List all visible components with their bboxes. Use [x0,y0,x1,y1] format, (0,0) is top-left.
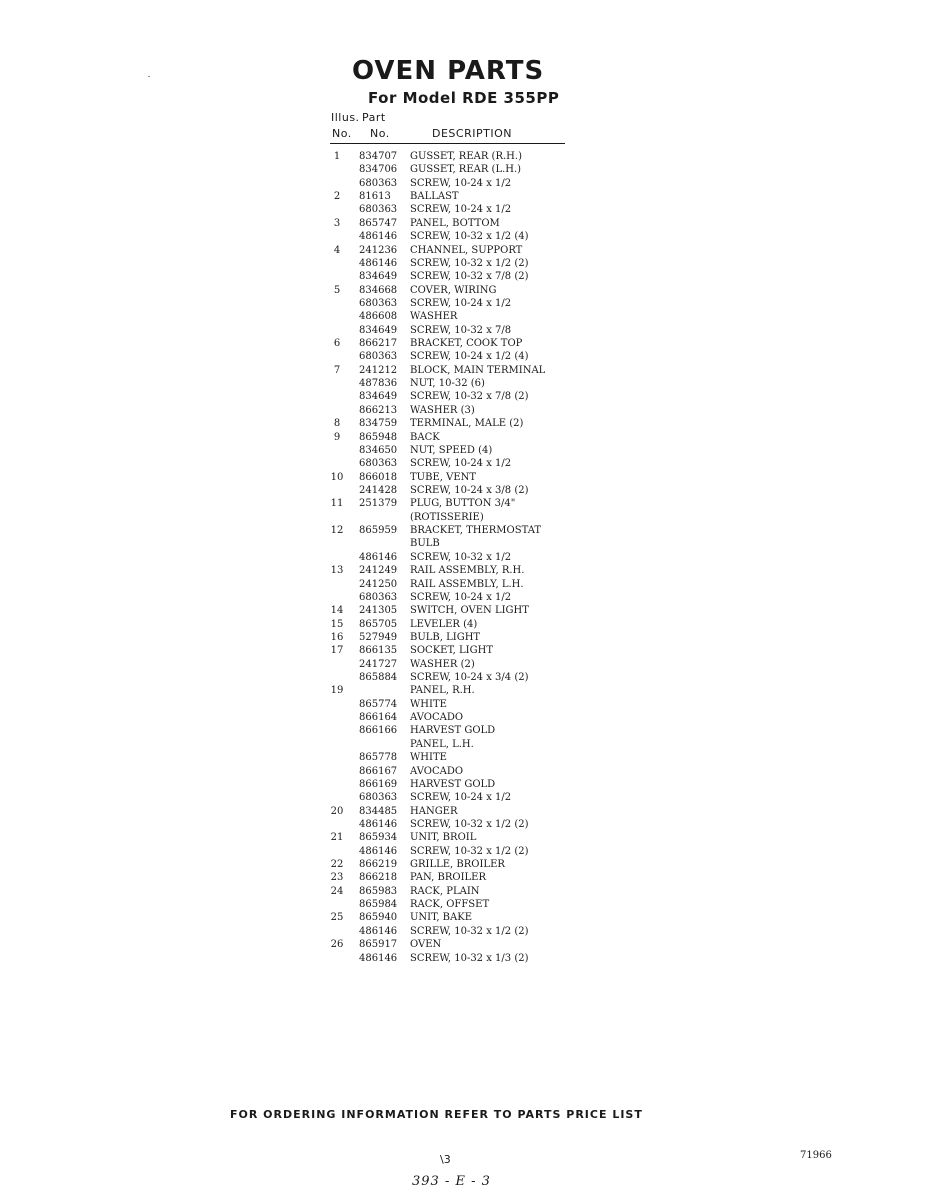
part-number: 834707 [359,151,398,162]
table-row [326,831,586,844]
illus-number: 2 [333,191,341,203]
part-description: SCREW, 10-32 x 7/8 (2) [410,271,529,283]
illus-number: 21 [330,832,344,844]
table-row [326,751,586,764]
scan-speck [148,76,150,77]
table-row [326,885,586,898]
table-row [326,858,586,871]
illus-number: 7 [333,364,341,376]
part-description: AVOCADO [410,765,464,777]
part-description: UNIT, BAKE [410,912,473,924]
illus-number: 17 [330,645,344,657]
part-number: 834706 [359,164,398,176]
part-number: 866018 [359,471,398,483]
table-row [326,845,586,858]
document-number: 71966 [800,1150,832,1161]
header-illus-no: No. [332,127,352,140]
part-number: 241236 [359,244,398,256]
handwritten-code: 393 - E - 3 [412,1174,491,1189]
part-number: 241250 [359,578,398,590]
table-row [326,938,586,951]
table-row [326,551,586,564]
table-row [326,444,586,457]
illus-number: 19 [330,685,344,697]
table-row [326,631,586,644]
table-row [326,230,586,243]
part-number: 866169 [359,778,398,790]
part-number: 680363 [359,792,398,804]
illus-number: 4 [333,244,341,256]
part-number: 834485 [359,805,398,817]
part-description: SWITCH, OVEN LIGHT [410,605,529,617]
table-row [326,431,586,444]
part-number: 527949 [359,631,398,643]
part-number: 486146 [359,925,398,937]
table-row [326,952,586,965]
part-number: 680363 [359,351,398,363]
illus-number: 12 [330,525,344,537]
part-description: BULB [410,538,440,550]
part-description: RAIL ASSEMBLY, L.H. [410,578,524,590]
table-row [326,297,586,310]
table-row [326,364,586,377]
part-description: RACK, PLAIN [410,885,480,897]
table-row [326,564,586,577]
table-row [326,390,586,403]
part-description: NUT, 10-32 (6) [410,378,485,390]
table-row [326,818,586,831]
part-description: SCREW, 10-24 x 1/2 [410,297,512,309]
part-number: 866164 [359,712,398,724]
table-row [326,871,586,884]
part-description: BRACKET, COOK TOP [410,338,523,350]
illus-number: 13 [330,565,344,577]
part-number: 241212 [359,364,398,376]
table-row [326,658,586,671]
part-number: 834649 [359,271,398,283]
part-number: 865917 [359,939,398,951]
table-row [326,284,586,297]
part-number: 241305 [359,605,398,617]
table-row [326,644,586,657]
part-number: 865778 [359,752,398,764]
part-number: 251379 [359,498,398,510]
part-number: 486146 [359,818,398,830]
ordering-info-footer: FOR ORDERING INFORMATION REFER TO PARTS PRICE LIST [230,1108,643,1121]
part-number: 865774 [359,698,398,710]
part-description: SCREW, 10-32 x 1/2 [410,551,512,563]
part-description: PANEL, R.H. [410,685,475,697]
part-number: 865940 [359,912,398,924]
illus-number: 26 [330,939,344,951]
model-subtitle: For Model RDE 355PP [368,89,560,107]
table-row [326,805,586,818]
part-number: 486608 [359,311,398,323]
part-description: WHITE [410,752,447,764]
table-row [326,337,586,350]
illus-number: 16 [330,631,344,643]
header-description: DESCRIPTION [432,127,512,140]
header-part-no: No. [370,127,390,140]
table-row [326,524,586,537]
part-number: 241428 [359,484,398,496]
part-description: GRILLE, BROILER [410,859,505,871]
part-number: 865747 [359,217,398,229]
page-title: OVEN PARTS [352,56,545,86]
table-row [326,537,586,550]
part-number: 834650 [359,444,398,456]
table-row [326,711,586,724]
table-row [326,618,586,631]
illus-number: 11 [330,498,344,510]
part-description: SCREW, 10-24 x 1/2 [410,458,512,470]
part-description: GUSSET, REAR (R.H.) [410,151,522,162]
illus-number: 24 [330,885,344,897]
part-number: 866167 [359,765,398,777]
part-number: 865705 [359,618,398,630]
part-number: 680363 [359,591,398,603]
part-description: SCREW, 10-24 x 3/8 (2) [410,484,529,496]
table-row [326,163,586,176]
part-description: WHITE [410,698,447,710]
illus-number: 6 [333,338,341,350]
part-number: 866213 [359,404,398,416]
table-row [326,377,586,390]
table-row [326,190,586,203]
illus-number: 23 [330,872,344,884]
part-description: SCREW, 10-24 x 1/2 [410,177,512,189]
part-number: 865959 [359,525,398,537]
table-row [326,217,586,230]
part-description: PLUG, BUTTON 3/4" [410,498,516,510]
part-number: 241249 [359,565,398,577]
part-description: PAN, BROILER [410,872,486,884]
part-number: 241727 [359,658,398,670]
part-number: 866219 [359,859,398,871]
part-number: 486146 [359,845,398,857]
part-description: PANEL, BOTTOM [410,217,500,229]
table-row [326,591,586,604]
part-description: SCREW, 10-32 x 1/3 (2) [410,952,529,964]
part-description: OVEN [410,939,442,951]
part-description: UNIT, BROIL [410,832,477,844]
table-row [326,203,586,216]
part-number: 680363 [359,458,398,470]
table-row [326,270,586,283]
illus-number: 3 [333,217,341,229]
table-row [326,244,586,257]
part-description: HANGER [410,805,458,817]
part-description: SCREW, 10-24 x 3/4 (2) [410,672,529,684]
part-description: BRACKET, THERMOSTAT [410,525,542,537]
part-description: (ROTISSERIE) [410,511,484,523]
part-number: 486146 [359,952,398,964]
illus-number: 1 [333,151,341,162]
header-illus-label: Illus. [331,111,360,124]
part-description: BACK [410,431,440,443]
part-number: 81613 [359,191,391,203]
part-description: AVOCADO [410,712,464,724]
part-number: 865984 [359,899,398,911]
part-number: 834759 [359,418,398,430]
table-row [326,350,586,363]
part-description: SCREW, 10-32 x 1/2 (2) [410,925,529,937]
parts-table [326,150,586,965]
header-divider [330,143,565,144]
part-number: 866135 [359,645,398,657]
part-number: 866217 [359,338,398,350]
table-row [326,604,586,617]
part-number: 487836 [359,378,398,390]
part-description: WASHER (2) [410,658,475,670]
part-description: NUT, SPEED (4) [410,444,493,456]
table-row [326,765,586,778]
part-description: SCREW, 10-24 x 1/2 [410,204,512,216]
part-description: TERMINAL, MALE (2) [410,418,524,430]
table-row [326,778,586,791]
part-description: WASHER [410,311,458,323]
part-description: SCREW, 10-24 x 1/2 [410,792,512,804]
part-description: SCREW, 10-32 x 7/8 (2) [410,391,529,403]
table-row [326,724,586,737]
part-number: 834668 [359,284,398,296]
table-row [326,257,586,270]
table-row [326,511,586,524]
table-row [326,791,586,804]
part-description: SOCKET, LIGHT [410,645,493,657]
illus-number: 9 [333,431,341,443]
part-description: HARVEST GOLD [410,725,496,737]
part-description: RAIL ASSEMBLY, R.H. [410,565,525,577]
part-description: SCREW, 10-32 x 1/2 (2) [410,845,529,857]
part-number: 486146 [359,257,398,269]
table-row [326,417,586,430]
part-number: 486146 [359,551,398,563]
table-row [326,738,586,751]
part-description: RACK, OFFSET [410,899,490,911]
part-number: 680363 [359,297,398,309]
illus-number: 5 [333,284,341,296]
part-description: PANEL, L.H. [410,738,474,750]
part-description: WASHER (3) [410,404,475,416]
part-number: 486146 [359,231,398,243]
part-number: 834649 [359,324,398,336]
part-description: SCREW, 10-32 x 1/2 (2) [410,257,529,269]
table-row [326,324,586,337]
part-description: SCREW, 10-32 x 7/8 [410,324,512,336]
illus-number: 8 [333,418,341,430]
illus-number: 25 [330,912,344,924]
part-description: BLOCK, MAIN TERMINAL [410,364,546,376]
part-description: HARVEST GOLD [410,778,496,790]
part-description: SCREW, 10-32 x 1/2 (4) [410,231,529,243]
table-row [326,484,586,497]
table-row [326,310,586,323]
table-row [326,578,586,591]
table-row [326,471,586,484]
table-row [326,698,586,711]
part-description: SCREW, 10-24 x 1/2 [410,591,512,603]
table-row [326,684,586,697]
table-row [326,177,586,190]
table-row [326,404,586,417]
illus-number: 22 [330,859,344,871]
part-number: 680363 [359,177,398,189]
table-row [326,150,586,163]
illus-number: 15 [330,618,344,630]
part-number: 834649 [359,391,398,403]
part-number: 865884 [359,672,398,684]
table-row [326,925,586,938]
part-description: COVER, WIRING [410,284,497,296]
part-description: SCREW, 10-32 x 1/2 (2) [410,818,529,830]
part-number: 866166 [359,725,398,737]
part-number: 865983 [359,885,398,897]
part-number: 865934 [359,832,398,844]
table-row [326,898,586,911]
illus-number: 14 [330,605,344,617]
part-description: LEVELER (4) [410,618,478,630]
part-number: 680363 [359,204,398,216]
part-description: TUBE, VENT [410,471,477,483]
table-row [326,457,586,470]
part-number: 865948 [359,431,398,443]
header-part-label: Part [362,111,386,124]
part-description: CHANNEL, SUPPORT [410,244,523,256]
table-row [326,911,586,924]
part-description: BULB, LIGHT [410,631,481,643]
part-description: BALLAST [410,191,459,203]
table-row [326,497,586,510]
handwritten-mark: \3 [440,1153,451,1166]
illus-number: 10 [330,471,344,483]
part-description: SCREW, 10-24 x 1/2 (4) [410,351,529,363]
illus-number: 20 [330,805,344,817]
part-number: 866218 [359,872,398,884]
part-description: GUSSET, REAR (L.H.) [410,164,522,176]
table-row [326,671,586,684]
